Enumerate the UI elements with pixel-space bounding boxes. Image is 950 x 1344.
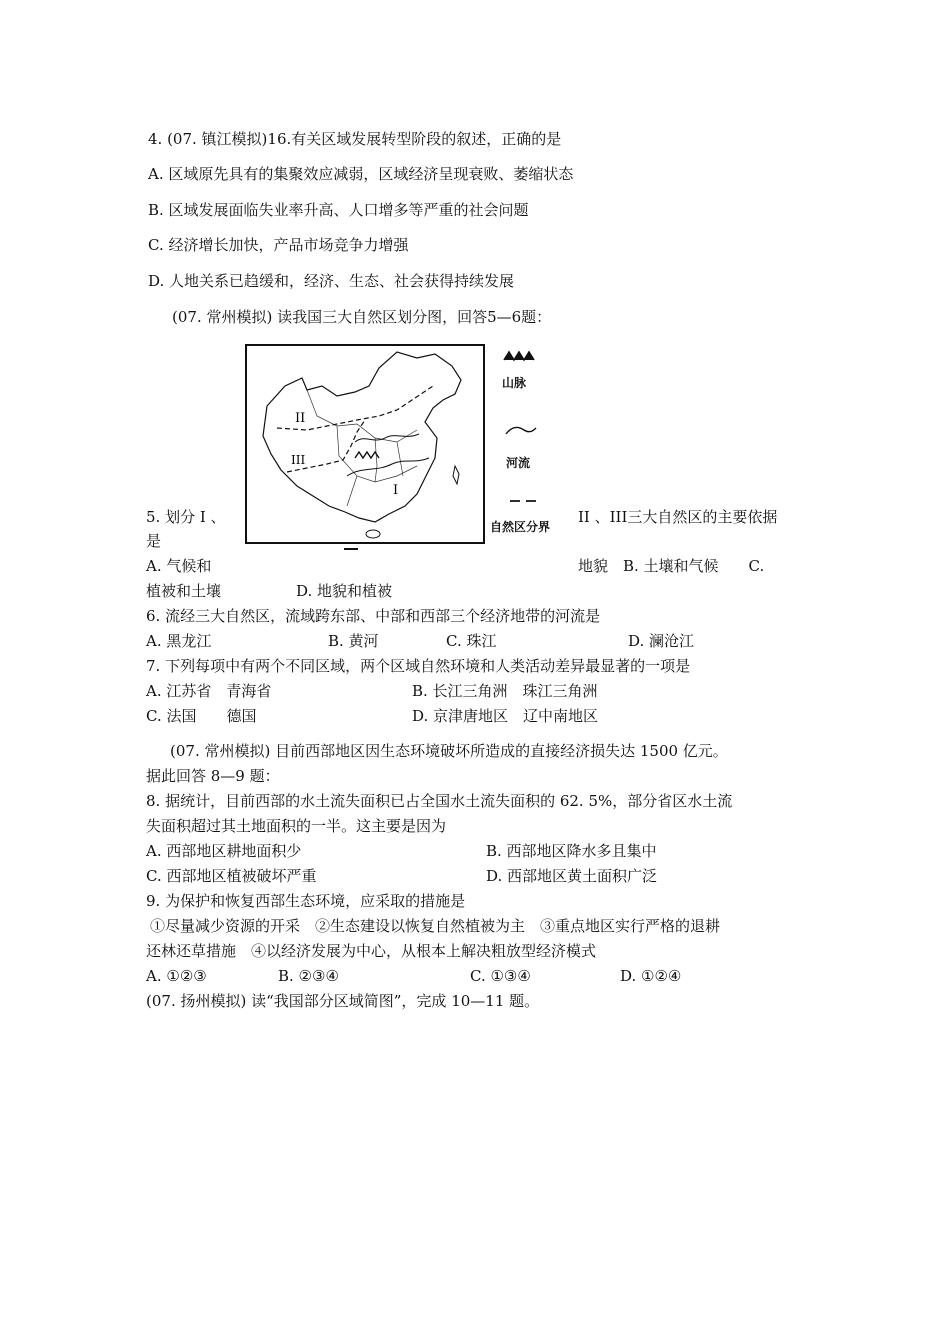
q5-stem-end: 是	[146, 532, 162, 550]
intro-q10-11: (07. 扬州模拟) 读“我国部分区域简图”，完成 10—11 题。	[146, 992, 540, 1010]
q8-stem-line1: 8. 据统计，目前西部的水土流失面积已占全国水土流失面积的 62. 5%，部分省区水土流	[146, 792, 733, 810]
q4-option-b: B. 区域发展面临失业率升高、人口增多等严重的社会问题	[148, 201, 529, 219]
legend-mountain-label: 山脉	[502, 376, 527, 390]
q5-options-line3: 植被和土壤 D. 地貌和植被	[146, 582, 393, 600]
q6-option-c: C. 珠江	[446, 632, 497, 650]
intro-q5-6: (07. 常州模拟) 读我国三大自然区划分图，回答5—6题：	[172, 308, 552, 326]
q8-stem-line2: 失面积超过其土地面积的一半。这主要是因为	[146, 817, 447, 835]
q5-options-rest: 地貌 B. 土壤和气候 C.	[578, 557, 765, 575]
q6-option-b: B. 黄河	[328, 632, 379, 650]
q9-items-line1: ①尽量减少资源的开采 ②生态建设以恢复自然植被为主 ③重点地区实行严格的退耕	[150, 917, 721, 935]
region-label-iii: III	[291, 453, 306, 467]
q6-option-a: A. 黑龙江	[146, 632, 212, 650]
q6-stem: 6. 流经三大自然区，流域跨东部、中部和西部三个经济地带的河流是	[146, 607, 601, 625]
q5-stem-right: II 、III三大自然区的主要依据	[578, 508, 778, 526]
q9-option-d: D. ①②④	[620, 967, 682, 985]
q9-option-b: B. ②③④	[278, 967, 339, 985]
river-icon	[504, 424, 538, 438]
map-legend	[490, 344, 566, 534]
region-label-i: I	[393, 483, 399, 498]
q7-option-b: B. 长江三角洲 珠江三角洲	[412, 682, 598, 700]
q9-items-line2: 还林还草措施 ④以经济发展为中心，从根本上解决粗放型经济模式	[146, 942, 597, 960]
legend-boundary-label: 自然区分界	[490, 520, 551, 534]
q4-option-d: D. 人地关系已趋缓和，经济、生态、社会获得持续发展	[148, 272, 515, 290]
legend-river-label: 河流	[506, 456, 531, 470]
china-map-drawing	[247, 346, 483, 542]
china-natural-regions-map	[245, 344, 485, 544]
q8-option-d: D. 西部地区黄土面积广泛	[486, 867, 658, 885]
q7-option-d: D. 京津唐地区 辽中南地区	[412, 707, 599, 725]
q8-option-b: B. 西部地区降水多且集中	[486, 842, 657, 860]
intro-q8-9-line2: 据此回答 8—9 题：	[146, 767, 280, 785]
q7-stem: 7. 下列每项中有两个不同区域，两个区域自然环境和人类活动差异最显著的一项是	[146, 657, 691, 675]
intro-q8-9-line1: (07. 常州模拟) 目前西部地区因生态环境破坏所造成的直接经济损失达 1500 亿元。	[170, 742, 728, 760]
q5-option-a: A. 气候和	[146, 557, 212, 575]
q9-option-a: A. ①②③	[146, 967, 207, 985]
q5-stem-left: 5. 划分 I 、	[146, 508, 226, 526]
q7-option-c: C. 法国 德国	[146, 707, 257, 725]
q4-stem: 4. (07. 镇江模拟)16.有关区域发展转型阶段的叙述，正确的是	[148, 130, 562, 148]
q9-stem: 9. 为保护和恢复西部生态环境，应采取的措施是	[146, 892, 466, 910]
q4-option-c: C. 经济增长加快，产品市场竞争力增强	[148, 236, 409, 254]
map-underline	[344, 548, 358, 550]
q6-option-d: D. 澜沧江	[628, 632, 695, 650]
q4-option-a: A. 区域原先具有的集聚效应减弱，区域经济呈现衰败、萎缩状态	[148, 165, 574, 183]
boundary-dash-icon	[510, 498, 540, 504]
q8-option-c: C. 西部地区植被破坏严重	[146, 867, 317, 885]
q9-option-c: C. ①③④	[470, 967, 531, 985]
q8-option-a: A. 西部地区耕地面积少	[146, 842, 302, 860]
q7-option-a: A. 江苏省 青海省	[146, 682, 272, 700]
region-label-ii: II	[295, 411, 306, 426]
mountain-icon	[502, 348, 542, 362]
